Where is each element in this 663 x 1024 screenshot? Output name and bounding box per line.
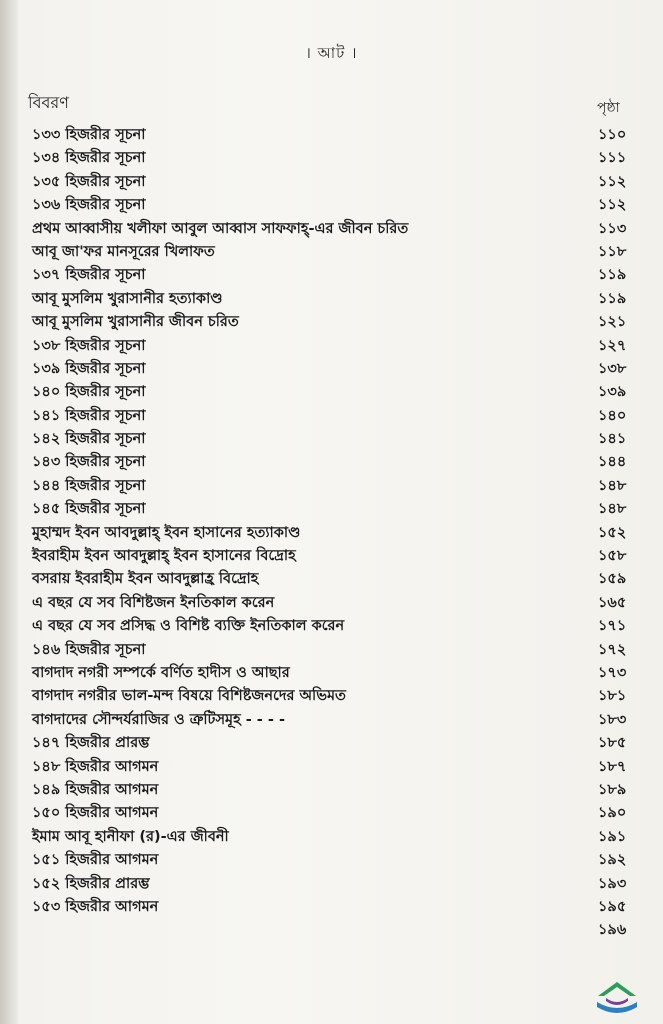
toc-entry-page-number: ১৫৮ <box>598 548 627 565</box>
toc-entry-title: ১৪৮ হিজরীর আগমন <box>32 758 159 775</box>
toc-entry-title: ১৩৫ হিজরীর সূচনা <box>32 173 146 190</box>
toc-entry <box>0 896 663 919</box>
toc-entry <box>0 194 663 217</box>
toc-entry-page-number: ১৫২ <box>598 524 627 541</box>
toc-entry <box>0 311 663 334</box>
toc-entry-title: ইবরাহীম ইবন আবদুল্লাহ্ ইবন হাসানের বিদ্রোহ <box>32 548 296 565</box>
toc-entry-page-number: ১৮৫ <box>598 735 627 752</box>
toc-entry-title: ১৪৬ হিজরীর সূচনা <box>32 641 146 658</box>
toc-entry <box>0 264 663 287</box>
toc-entry <box>0 498 663 521</box>
toc-entry-title: ১৫১ হিজরীর আগমন <box>32 852 159 869</box>
toc-entry-page-number: ১৪৮ <box>598 501 627 518</box>
toc-entry-title: বাগদাদ নগরী সম্পর্কে বর্ণিত হাদীস ও আছার <box>32 664 290 681</box>
toc-entry-page-number: ১১১ <box>598 150 627 167</box>
section-title: বিবরণ <box>28 93 69 112</box>
publisher-logo-icon <box>594 980 640 1018</box>
toc-entry <box>0 288 663 311</box>
toc-entry <box>0 662 663 685</box>
toc-entry-title: মুহাম্মদ ইবন আবদুল্লাহ্ ইবন হাসানের হত্যাকাণ্ড <box>32 524 301 541</box>
toc-entry-page-number: ১৯২ <box>598 852 627 869</box>
toc-entry-title: আবূ মুসলিম খুরাসানীর হত্যাকাণ্ড <box>32 290 223 307</box>
toc-entry-page-number: ১২১ <box>598 314 627 331</box>
toc-entry-page-number: ১৮১ <box>598 688 627 705</box>
toc-entry-page-number: ১১০ <box>598 127 627 143</box>
toc-entry <box>0 732 663 755</box>
toc-entry-title: ১৩৬ হিজরীর সূচনা <box>32 197 146 214</box>
toc-entry-title: প্রথম আব্বাসীয় খলীফা আবুল আব্বাস সাফফাহ্-এর জীবন চরিত <box>32 220 409 237</box>
toc-entry-page-number: ১৯৫ <box>598 898 627 915</box>
toc-entry-page-number: ১৪৪ <box>598 454 627 471</box>
toc-entry <box>0 849 663 872</box>
toc-entry-title: ১৪৭ হিজরীর প্রারম্ভ <box>32 735 150 752</box>
toc-entry-page-number: ১১২ <box>598 173 627 190</box>
toc-entry-title: ১৫৩ হিজরীর আগমন <box>32 898 159 915</box>
toc-entry-page-number: ১৯১ <box>598 828 627 845</box>
toc-entry <box>0 171 663 194</box>
toc-entry-page-number: ১১২ <box>598 197 627 214</box>
toc-entry-title: ১৪২ হিজরীর সূচনা <box>32 431 146 448</box>
toc-entry-title: ১৩৩ হিজরীর সূচনা <box>32 127 146 143</box>
toc-entry <box>0 335 663 358</box>
toc-entry <box>0 358 663 381</box>
toc-entry-title: ১৪০ হিজরীর সূচনা <box>32 384 146 401</box>
toc-entry-page-number: ১১৮ <box>598 243 627 260</box>
toc-entry-title: ১৫০ হিজরীর আগমন <box>32 805 159 822</box>
toc-entry-title: ইমাম আবূ হানীফা (র)-এর জীবনী <box>32 828 229 845</box>
toc-entry-page-number: ১৪০ <box>598 407 627 424</box>
toc-entry <box>0 756 663 779</box>
toc-entry <box>0 568 663 591</box>
toc-entry-title: ১৫২ হিজরীর প্রারম্ভ <box>32 875 150 892</box>
toc-entry <box>0 873 663 896</box>
toc-entry-title: এ বছর যে সব বিশিষ্টজন ইনতিকাল করেন <box>32 594 275 611</box>
toc-entry-page-number: ১১৯ <box>598 290 627 307</box>
toc-entry-page-number: ১৬৫ <box>598 594 627 611</box>
toc-entry-title: ১৩৮ হিজরীর সূচনা <box>32 337 146 354</box>
toc-entry-page-number: ১৮৭ <box>598 758 627 775</box>
toc-entry <box>0 124 663 147</box>
toc-entry <box>0 475 663 498</box>
toc-entry-page-number: ১৪৮ <box>598 477 627 494</box>
toc-entry <box>0 615 663 638</box>
toc-entry <box>0 826 663 849</box>
toc-entry <box>0 218 663 241</box>
toc-entry-title: বাগদাদ নগরীর ভাল-মন্দ বিষয়ে বিশিষ্টজনদের অভিমত <box>32 688 346 705</box>
toc-entry-page-number: ১১৯ <box>598 267 627 284</box>
toc-entry <box>0 802 663 825</box>
toc-entry-title: ১৩৭ হিজরীর সূচনা <box>32 267 146 284</box>
toc-entry-page-number: ১৩৮ <box>598 360 627 377</box>
toc-entry-page-number: ১১৩ <box>598 220 627 237</box>
toc-entry <box>0 685 663 708</box>
toc-entry <box>0 639 663 662</box>
toc-entry <box>0 709 663 732</box>
toc-entry <box>0 147 663 170</box>
table-of-contents <box>0 124 663 943</box>
toc-entry-title: ১৪৩ হিজরীর সূচনা <box>32 454 146 471</box>
toc-entry-title: ১৩৯ হিজরীর সূচনা <box>32 360 146 377</box>
toc-entry-page-number: ১৮৯ <box>598 781 627 798</box>
toc-entry-title: ১৪৪ হিজরীর সূচনা <box>32 477 146 494</box>
toc-entry <box>0 241 663 264</box>
toc-entry-page-number: ১২৭ <box>598 337 627 354</box>
toc-entry-title: বসরায় ইবরাহীম ইবন আবদুল্লাহ্র বিদ্রোহ <box>32 571 259 588</box>
toc-entry-title: এ বছর যে সব প্রসিদ্ধ ও বিশিষ্ট ব্যক্তি ইনতিকাল করেন <box>32 618 345 635</box>
toc-entry-page-number: ১৫৯ <box>598 571 627 588</box>
toc-entry-title: ১৪৫ হিজরীর সূচনা <box>32 501 146 518</box>
page-header: । আট । <box>305 44 358 62</box>
toc-entry <box>0 919 663 942</box>
toc-entry <box>0 405 663 428</box>
toc-entry-title: আবূ মুসলিম খুরাসানীর জীবন চরিত <box>32 314 239 331</box>
toc-entry <box>0 779 663 802</box>
page-column-label: পৃষ্ঠা <box>597 100 620 116</box>
toc-entry-page-number: ১৭২ <box>598 641 627 658</box>
toc-entry <box>0 428 663 451</box>
toc-entry <box>0 545 663 568</box>
toc-entry-page-number: ১৯৩ <box>598 875 627 892</box>
toc-entry <box>0 451 663 474</box>
toc-entry-title: ১৪১ হিজরীর সূচনা <box>32 407 146 424</box>
toc-entry-title: ১৩৪ হিজরীর সূচনা <box>32 150 146 167</box>
toc-entry-page-number: ১৪১ <box>598 431 627 448</box>
toc-entry <box>0 381 663 404</box>
toc-entry <box>0 592 663 615</box>
toc-entry-page-number: ১৮৩ <box>598 711 627 728</box>
toc-entry-page-number: ১৭৩ <box>598 664 627 681</box>
toc-entry-page-number: ১৯৬ <box>598 922 627 939</box>
toc-entry-page-number: ১৯০ <box>598 805 627 822</box>
toc-entry <box>0 522 663 545</box>
toc-entry-page-number: ১৭১ <box>598 618 627 635</box>
toc-entry-title: আবূ জা'ফর মানসূরের খিলাফত <box>32 243 215 260</box>
toc-entry-title: বাগদাদের সৌন্দর্যরাজির ও ত্রুটিসমূহ - - - - <box>32 711 285 728</box>
toc-entry-title: ১৪৯ হিজরীর আগমন <box>32 781 159 798</box>
toc-entry-page-number: ১৩৯ <box>598 384 627 401</box>
